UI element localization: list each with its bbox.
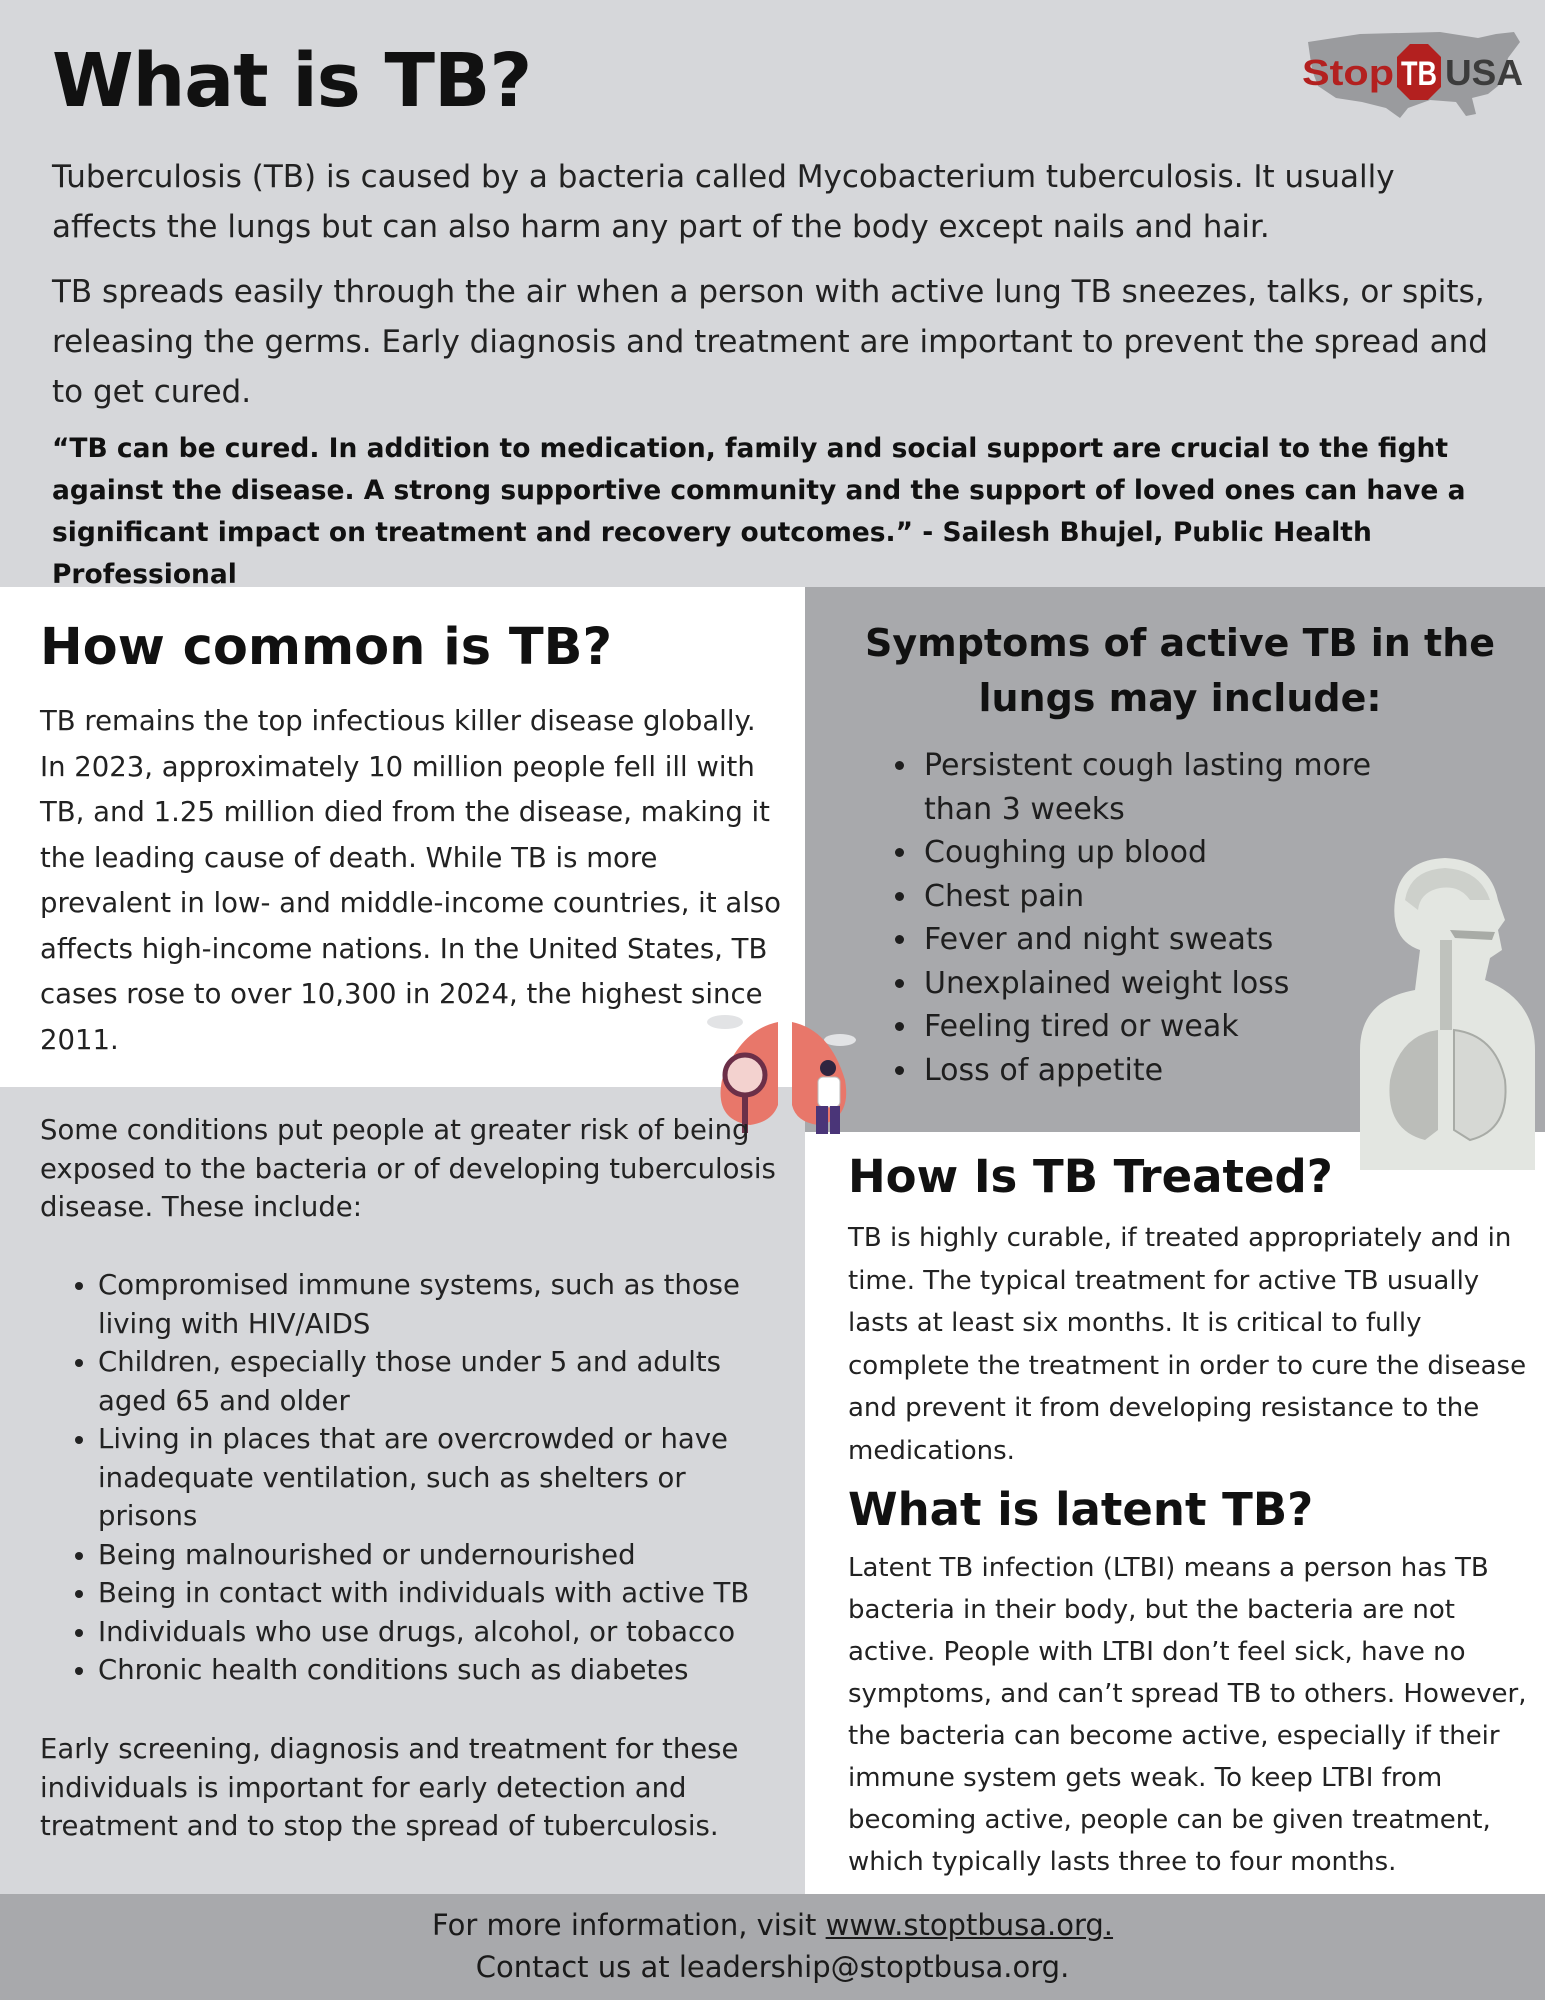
logo-word-stop: Stop: [1302, 52, 1394, 93]
footer-info-line: [0, 1904, 1545, 1946]
risk-factor-item: • Compromised immune systems, such as those living with HIV/AIDS: [98, 1266, 788, 1343]
risk-factor-item: • Being malnourished or undernourished: [98, 1536, 788, 1575]
risk-factor-item: • Individuals who use drugs, alcohol, or tobacco: [98, 1613, 788, 1652]
footer: [0, 1894, 1545, 2000]
symptom-item: • Coughing up blood: [920, 831, 1440, 875]
expert-quote: “TB can be cured. In addition to medication, family and social support are crucial to the fight against the disease. A strong supportive community and the support of loved ones can have a significant impact on treatment and recovery outcomes.” - Sailesh Bhujel, Public Health Professional: [52, 433, 1466, 590]
intro-paragraph-spread: TB spreads easily through the air when a person with active lung TB sneezes, talks, or spits, releasing the germs. Early diagnosis and treatment are important to prevent the spread and to get cured.: [52, 274, 1488, 410]
how-common-body: TB remains the top infectious killer disease globally. In 2023, approximately 10 million people fell ill with TB, and 1.25 million died from the disease, making it the leading cause of death. While TB is more prevalent in low- and middle-income countries, it also affects high-income nations. In the United States, TB cases rose to over 10,300 in 2024, the highest since 2011.: [40, 705, 781, 1056]
website-link[interactable]: www.stoptbusa.org.: [825, 1908, 1114, 1942]
latent-tb-heading: What is latent TB?: [848, 1483, 1314, 1536]
treatment-heading: How Is TB Treated?: [848, 1150, 1333, 1203]
symptom-item: • Persistent cough lasting more than 3 weeks: [920, 744, 1440, 831]
risk-factor-item: • Being in contact with individuals with active TB: [98, 1574, 788, 1613]
latent-tb-body: Latent TB infection (LTBI) means a person has TB bacteria in their body, but the bacteria are not active. People with LTBI don’t feel sick, have no symptoms, and can’t spread TB to others. However, the bacteria can become active, especially if their immune system gets weak. To keep LTBI from becoming active, people can be given treatment, which typically lasts three to four months.: [848, 1553, 1527, 1877]
how-common-heading: How common is TB?: [40, 618, 613, 677]
symptom-item: • Loss of appetite: [920, 1049, 1440, 1093]
symptom-item: • Unexplained weight loss: [920, 962, 1440, 1006]
symptom-item: • Chest pain: [920, 875, 1440, 919]
respiratory-anatomy-illustration: [1320, 840, 1545, 1180]
risk-factors-intro: Some conditions put people at greater risk of being exposed to the bacteria or of developing tuberculosis disease. These include:: [40, 1114, 776, 1223]
risk-factor-item: • Children, especially those under 5 and adults aged 65 and older: [98, 1343, 788, 1420]
risk-factors-closing: Early screening, diagnosis and treatment for these individuals is important for early detection and treatment and to stop the spread of tuberculosis.: [40, 1733, 739, 1842]
treatment-body: TB is highly curable, if treated appropriately and in time. The typical treatment for active TB usually lasts at least six months. It is critical to fully complete the treatment in order to cure the disease and prevent it from developing resistance to the medications.: [848, 1223, 1527, 1466]
risk-factor-item: • Chronic health conditions such as diabetes: [98, 1651, 788, 1690]
symptom-item: • Feeling tired or weak: [920, 1005, 1440, 1049]
stop-tb-usa-logo: [1300, 28, 1528, 122]
symptoms-heading: Symptoms of active TB in the lungs may include:: [864, 621, 1496, 720]
intro-paragraph-cause: Tuberculosis (TB) is caused by a bacteria called Mycobacterium tuberculosis. It usually affects the lungs but can also harm any part of the body except nails and hair.: [52, 159, 1395, 245]
risk-factors-list: [58, 1266, 788, 1690]
risk-factor-item: • Living in places that are overcrowded or have inadequate ventilation, such as shelters or prisons: [98, 1420, 788, 1536]
logo-word-tb: TB: [1401, 55, 1437, 93]
footer-contact-line[interactable]: Contact us at leadership@stoptbusa.org.: [475, 1950, 1070, 1984]
logo-word-usa: USA: [1445, 52, 1523, 93]
page-title: What is TB?: [52, 38, 532, 124]
symptom-item: • Fever and night sweats: [920, 918, 1440, 962]
footer-info-prefix: For more information, visit: [431, 1908, 826, 1942]
